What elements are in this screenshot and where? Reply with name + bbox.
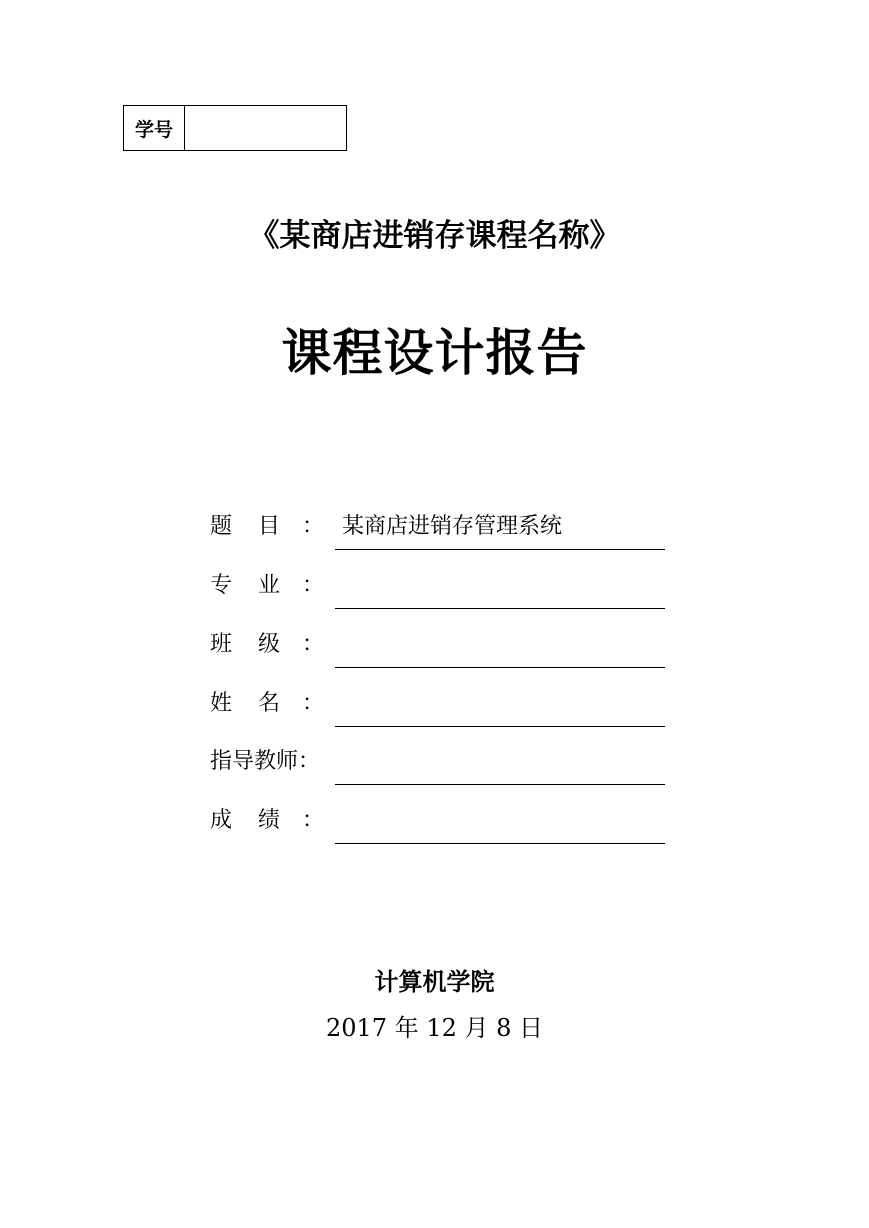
field-topic-label [210, 509, 280, 540]
field-class-underline [335, 667, 665, 668]
field-topic-label-char: 目 [257, 514, 280, 539]
field-class [210, 628, 665, 668]
field-name-label-char: 姓 [210, 691, 233, 716]
field-class-label-char: 班 [210, 632, 233, 657]
field-name-underline [335, 726, 665, 727]
field-major-label-char: 业 [257, 573, 280, 598]
report-title: 课程设计报告 [281, 324, 588, 382]
field-grade-underline [335, 843, 665, 844]
field-major-label-char: 专 [210, 573, 233, 598]
college-name: 计算机学院 [374, 968, 495, 996]
field-major-label [210, 568, 280, 599]
student-id-value [185, 106, 346, 150]
field-name-colon: ： [302, 691, 325, 716]
field-topic [210, 510, 665, 550]
field-topic-colon: ： [302, 514, 325, 539]
field-grade [210, 804, 665, 844]
student-id-box [123, 105, 347, 151]
student-id-label: 学号 [124, 106, 185, 150]
field-class-label-char: 级 [257, 632, 280, 657]
field-class-label [210, 627, 280, 658]
field-name-label [210, 686, 280, 717]
field-grade-label-char: 成 [210, 808, 233, 833]
course-title: 《某商店进销存课程名称》 [248, 218, 621, 254]
field-advisor-label: 指导教师 [210, 749, 299, 774]
report-date: 2017 年 12 月 8 日 [325, 1014, 544, 1042]
field-name-label-char: 名 [257, 691, 280, 716]
field-name [210, 687, 665, 727]
field-advisor-colon: ： [298, 749, 321, 774]
field-topic-underline [335, 549, 665, 550]
field-advisor-underline [335, 784, 665, 785]
field-major-underline [335, 608, 665, 609]
field-grade-label [210, 803, 280, 834]
field-grade-label-char: 绩 [257, 808, 280, 833]
field-topic-value: 某商店进销存管理系统 [342, 514, 563, 539]
field-topic-label-char: 题 [210, 514, 233, 539]
field-major [210, 569, 665, 609]
field-advisor [210, 745, 665, 785]
field-class-colon: ： [302, 632, 325, 657]
field-major-colon: ： [302, 573, 325, 598]
field-grade-colon: ： [302, 808, 325, 833]
